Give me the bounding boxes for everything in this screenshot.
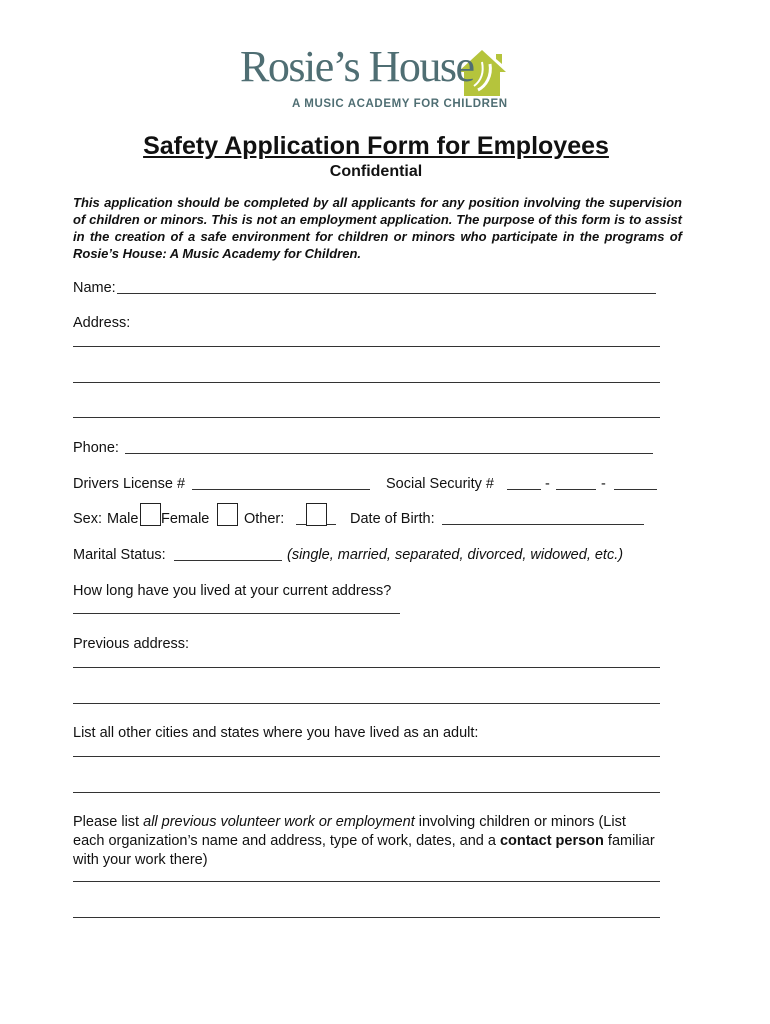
cities-input-line-2[interactable]	[73, 792, 660, 793]
sex-male-label: Male	[107, 511, 139, 527]
page-title: Safety Application Form for Employees	[143, 132, 609, 160]
address-input-line-1[interactable]	[73, 346, 660, 347]
time-at-address-input[interactable]	[73, 613, 400, 614]
marital-status-label: Marital Status:	[73, 547, 166, 563]
sex-other-checkbox[interactable]	[306, 503, 327, 526]
volunteer-work-input-line-1[interactable]	[73, 881, 660, 882]
volunteer-work-input-line-2[interactable]	[73, 917, 660, 918]
previous-address-input-line-2[interactable]	[73, 703, 660, 704]
drivers-license-input[interactable]	[192, 475, 370, 490]
sex-male-checkbox[interactable]	[140, 503, 161, 526]
ssn-separator-1: -	[545, 476, 550, 492]
sex-female-checkbox[interactable]	[217, 503, 238, 526]
previous-address-label: Previous address:	[73, 636, 190, 652]
address-input-line-2[interactable]	[73, 382, 660, 383]
phone-label: Phone:	[73, 440, 119, 456]
logo	[240, 42, 515, 116]
ssn-input-part-2[interactable]	[556, 475, 596, 490]
name-label: Name:	[73, 280, 116, 296]
marital-status-input[interactable]	[174, 546, 282, 561]
ssn-input-part-3[interactable]	[614, 475, 657, 490]
drivers-license-label: Drivers License #	[73, 476, 186, 492]
phone-input[interactable]	[125, 439, 653, 454]
name-input[interactable]	[117, 279, 656, 294]
intro-paragraph: This application should be completed by all applicants for any position involving the supervision of children or minors. This is not an employment application. The purpose of this form is to assist in the creation of a safe environment for children or minors who participate in the programs of Rosie’s House: A Music Academy for Children.	[73, 195, 682, 261]
marital-status-hint: (single, married, separated, divorced, widowed, etc.)	[287, 547, 624, 563]
sex-label: Sex:	[73, 511, 103, 527]
dob-input[interactable]	[442, 510, 644, 525]
sex-other-label: Other:	[244, 511, 285, 527]
address-input-line-3[interactable]	[73, 417, 660, 418]
ssn-label: Social Security #	[386, 476, 494, 492]
volunteer-work-instructions: Please list all previous volunteer work or employment involving children or minors (List each organization’s name and address, type of work, dates, and a contact person familiar with your work there)	[73, 814, 655, 868]
dob-label: Date of Birth:	[350, 511, 435, 527]
logo-tagline: A MUSIC ACADEMY FOR CHILDREN	[292, 98, 508, 110]
address-label: Address:	[73, 315, 131, 331]
time-at-address-label: How long have you lived at your current address?	[73, 583, 392, 599]
logo-name: Rosie’s House	[240, 42, 474, 91]
cities-input-line-1[interactable]	[73, 756, 660, 757]
page-subtitle: Confidential	[329, 163, 423, 180]
ssn-separator-2: -	[601, 476, 606, 492]
cities-label: List all other cities and states where you have lived as an adult:	[73, 725, 479, 741]
previous-address-input-line-1[interactable]	[73, 667, 660, 668]
ssn-input-part-1[interactable]	[507, 475, 541, 490]
sex-female-label: Female	[161, 511, 210, 527]
